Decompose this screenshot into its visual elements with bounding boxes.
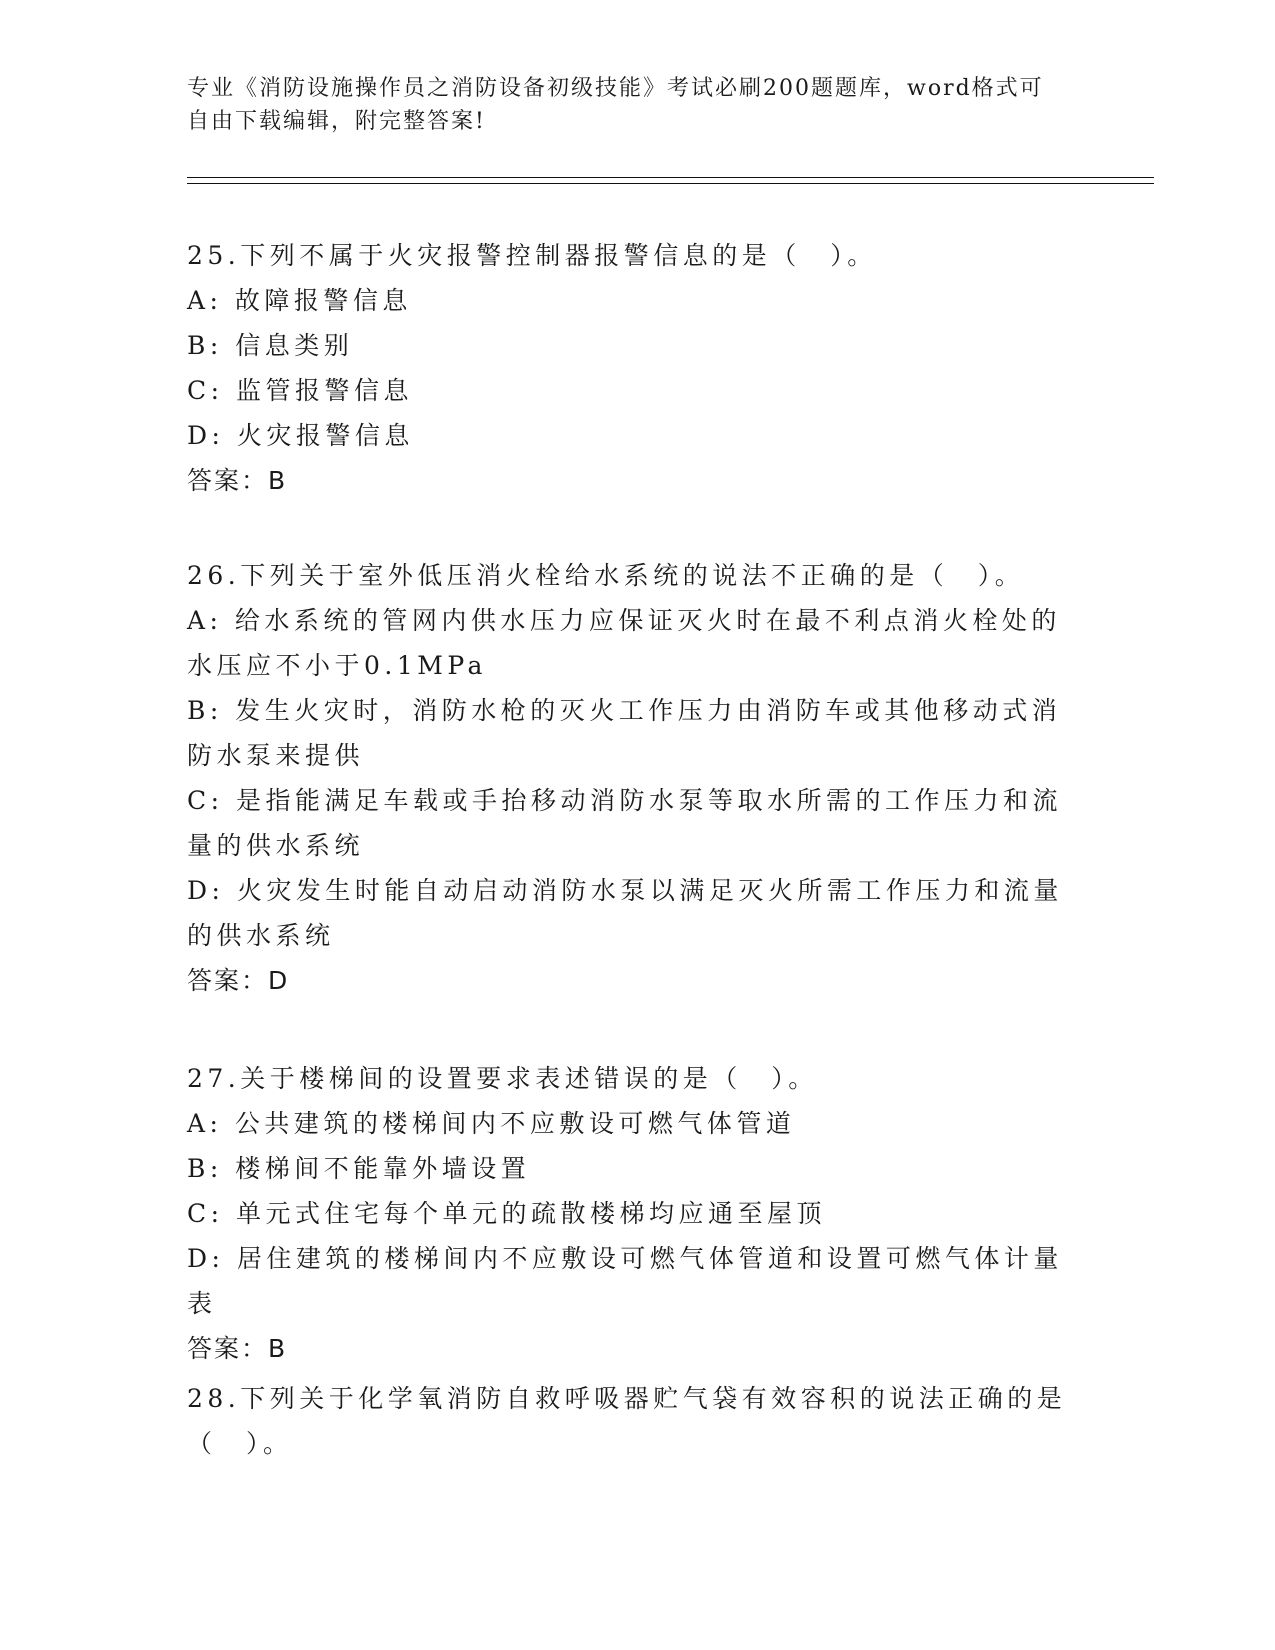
header-line-2: 自由下载编辑，附完整答案! [187, 109, 486, 134]
option-d: D: 火灾发生时能自动启动消防水泵以满足灭火所需工作压力和流量的供水系统 [187, 876, 1063, 950]
question-25 [187, 233, 1067, 503]
header-divider-top [187, 177, 1154, 178]
question-26 [187, 553, 1067, 1003]
option-b: B: 信息类别 [187, 331, 354, 360]
answer-label: 答案：B [187, 1334, 288, 1363]
option-d: D: 居住建筑的楼梯间内不应敷设可燃气体管道和设置可燃气体计量表 [187, 1244, 1063, 1318]
question-27 [187, 1056, 1067, 1371]
question-stem: 25.下列不属于火灾报警控制器报警信息的是（ ）。 [187, 241, 877, 270]
answer-label: 答案：B [187, 466, 288, 495]
question-stem: 28.下列关于化学氧消防自救呼吸器贮气袋有效容积的说法正确的是（ ）。 [187, 1384, 1067, 1458]
option-d: D: 火灾报警信息 [187, 421, 414, 450]
document-header [187, 72, 1067, 138]
option-a: A: 故障报警信息 [187, 286, 412, 315]
header-line-1: 专业《消防设施操作员之消防设备初级技能》考试必刷200题题库，word格式可 [187, 76, 1044, 101]
question-28 [187, 1376, 1067, 1466]
answer-label: 答案：D [187, 966, 290, 995]
option-c: C: 单元式住宅每个单元的疏散楼梯均应通至屋顶 [187, 1199, 826, 1228]
header-divider-bottom [187, 183, 1154, 184]
option-b: B: 发生火灾时，消防水枪的灭火工作压力由消防车或其他移动式消防水泵来提供 [187, 696, 1062, 770]
option-b: B: 楼梯间不能靠外墙设置 [187, 1154, 531, 1183]
question-stem: 26.下列关于室外低压消火栓给水系统的说法不正确的是（ ）。 [187, 561, 1025, 590]
option-c: C: 是指能满足车载或手抬移动消防水泵等取水所需的工作压力和流量的供水系统 [187, 786, 1063, 860]
option-a: A: 公共建筑的楼梯间内不应敷设可燃气体管道 [187, 1109, 796, 1138]
option-a: A: 给水系统的管网内供水压力应保证灭火时在最不利点消火栓处的水压应不小于0.1MPa [187, 606, 1061, 680]
question-stem: 27.关于楼梯间的设置要求表述错误的是（ ）。 [187, 1064, 818, 1093]
option-c: C: 监管报警信息 [187, 376, 413, 405]
